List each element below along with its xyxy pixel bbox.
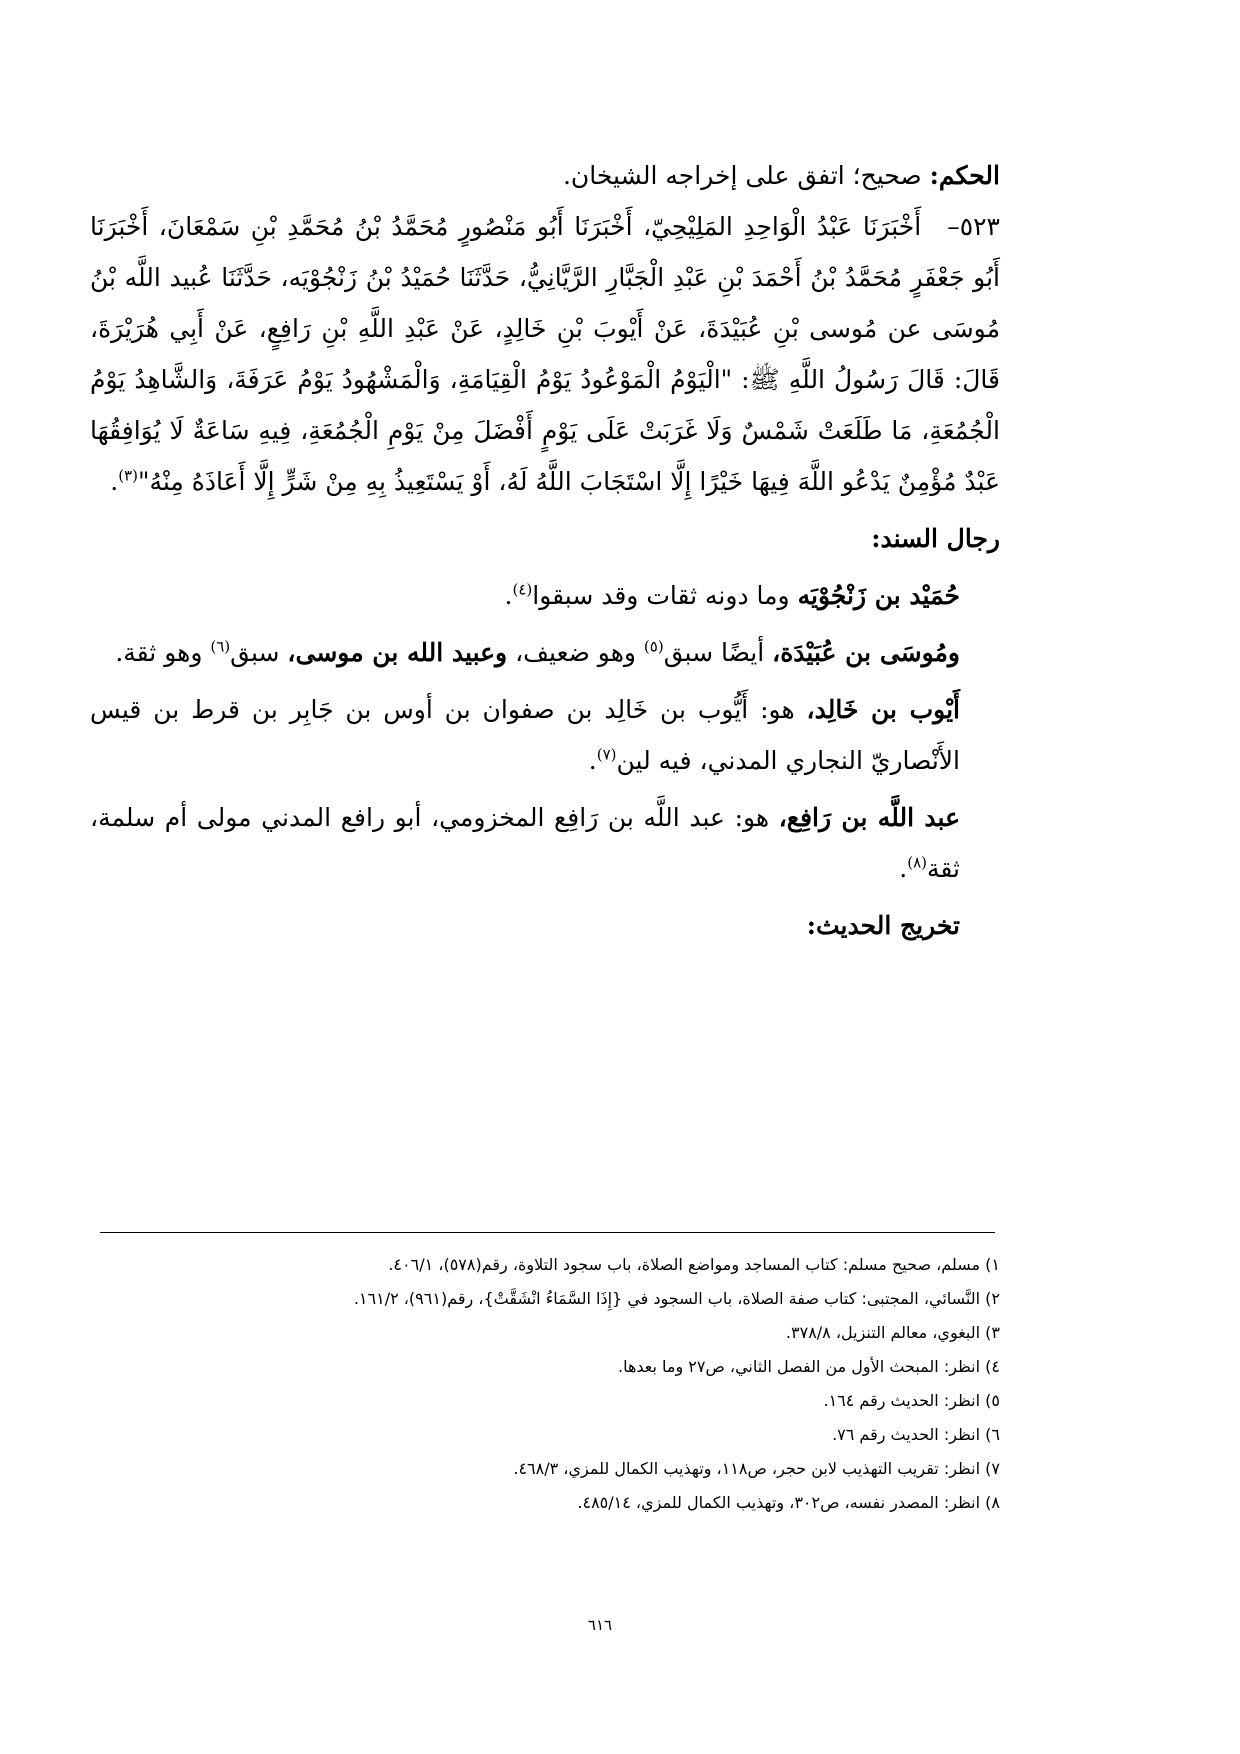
footnote-item: ٧) انظر: تقريب التهذيب لابن حجر، ص١١٨، وتهذيب الكمال للمزي، ٤٦٨/٣.: [513, 1459, 1000, 1478]
footnote-ref[interactable]: (٧): [596, 745, 617, 764]
narrator-name: حُمَيْد بن زَنْجُوْيَه: [797, 581, 960, 610]
ruling-text: صحيح؛ اتفق على إخراجه الشيخان.: [562, 161, 930, 190]
hadith-text: أَخْبَرَنَا عَبْدُ الْوَاحِدِ المَلِيْحِيّ، أَخْبَرَنَا أَبُو مَنْصُورٍ مُحَمَّدُ بْنُ مُحَمَّدِ بْنِ سَمْعَانَ، أَخْبَرَنَا أَبُو جَعْفَرٍ مُحَمَّدُ بْنُ أَحْمَدَ بْنِ عَبْدِ الْجَبَّارِ الرَّيَّانِيُّ، حَدَّثَنَا حُمَيْدُ بْنُ زَنْجُوْيَه، حَدَّثَنَا عُبيد اللَّه بْنُ مُوسَى عن مُوسى بْنِ عُبَيْدَةَ، عَنْ أَيْوبَ بْنِ خَالِدٍ، عَنْ عَبْدِ اللَّهِ بْنِ رَافِعٍ، عَنْ أَبِي هُرَيْرَةَ، قَالَ: قَالَ رَسُولُ اللَّهِ ﷺ: "الْيَوْمُ الْمَوْعُودُ يَوْمُ الْقِيَامَةِ، وَالْمَشْهُودُ يَوْمُ عَرَفَةَ، وَالشَّاهِدُ يَوْمُ الْجُمُعَةِ، مَا طَلَعَتْ شَمْسٌ وَلَا غَرَبَتْ عَلَى يَوْمٍ أَفْضَلَ مِنْ يَوْمِ الْجُمُعَةِ، فِيهِ سَاعَةٌ لَا يُوَافِقُهَا عَبْدٌ مُؤْمِنٌ يَدْعُو اللَّهَ فِيهَا خَيْرًا إِلَّا اسْتَجَابَ اللَّهُ لَهُ، أَوْ يَسْتَعِيذُ بِهِ مِنْ شَرٍّ إِلَّا أَعَاذَهُ مِنْهُ": [90, 212, 1000, 496]
narrator-text: وهو ثقة.: [115, 638, 211, 667]
hadith-end: .: [110, 467, 119, 496]
narrator-text: أيضًا سبق: [663, 638, 773, 667]
ruling-label: الحكم:: [929, 161, 1000, 190]
footnote-item: ١) مسلم، صحيح مسلم: كتاب المساجد ومواضع الصلاة، باب سجود التلاوة، رقم(٥٧٨)، ٤٠٦/١.: [388, 1255, 1000, 1274]
footnotes: [100, 1248, 1000, 1520]
narrator-ayyub: [90, 684, 1000, 786]
footnote-ref[interactable]: (٨): [907, 853, 927, 872]
narrator-name: ومُوسَى بن عُبَيْدَة،: [772, 638, 960, 667]
hadith-number: ٥٢٣–: [947, 212, 1000, 241]
narrator-end: .: [504, 581, 513, 610]
hadith-paragraph: [90, 201, 1000, 507]
footnote-ref[interactable]: (٤): [512, 580, 533, 599]
narrator-name: أَيْوب بن خَالِد،: [806, 695, 960, 724]
narrator-text: وهو ضعيف،: [507, 638, 644, 667]
narrator-abdullah: [90, 792, 1000, 894]
footnote-ref[interactable]: (٦): [210, 637, 231, 656]
page-number: ٦١٦: [587, 1616, 613, 1634]
main-text: [90, 150, 1000, 951]
footnote-item: ٣) البغوي، معالم التنزيل، ٣٧٨/٨.: [785, 1323, 1000, 1342]
narrator-text: سبق: [230, 638, 288, 667]
takhrij-heading: تخريج الحديث:: [806, 911, 960, 940]
narrator-humaid: [90, 570, 1000, 621]
footnote-item: ٤) انظر: المبحث الأول من الفصل الثاني، ص٢٧ وما بعدها.: [617, 1357, 1000, 1376]
footnote-item: ٢) النَّسائي، المجتبى: كتاب صفة الصلاة، باب السجود في {إِذَا السَّمَاءُ انْشَقَّتْ}، رقم(٩٦١)، ١٦١/٢.: [353, 1289, 1000, 1308]
narrator-name: وعبيد الله بن موسى،: [287, 638, 508, 667]
narrator-name: عبد اللَّه بن رَافِع،: [778, 803, 960, 832]
narrator-text: هو: عبد اللَّه بن رَافِع المخزومي، أبو رافع المدني مولى أم سلمة، ثقة: [90, 803, 960, 883]
narrators-heading: رجال السند:: [871, 524, 1000, 553]
narrator-musa: [90, 627, 1000, 678]
narrator-end: .: [899, 854, 908, 883]
footnote-divider: [100, 1232, 995, 1233]
footnote-ref[interactable]: (٥): [643, 637, 664, 656]
footnote-item: ٨) انظر: المصدر نفسه، ص٣٠٢، وتهذيب الكمال للمزي، ٤٨٥/١٤.: [577, 1493, 1000, 1512]
footnote-item: ٦) انظر: الحديث رقم ٧٦.: [832, 1425, 1000, 1444]
footnote-item: ٥) انظر: الحديث رقم ١٦٤.: [823, 1391, 1000, 1410]
footnote-ref[interactable]: (٣): [118, 466, 138, 485]
narrator-end: .: [588, 746, 597, 775]
narrator-text: وما دونه ثقات وقد سبقوا: [532, 581, 798, 610]
narrator-text: هو: أَيُّوب بن خَالِد بن صفوان بن أوس بن جَابِر بن قرط بن قيس الأَنْصاريّ النجاري المدني، فيه لين: [90, 695, 960, 775]
ruling-paragraph: [90, 150, 1000, 201]
